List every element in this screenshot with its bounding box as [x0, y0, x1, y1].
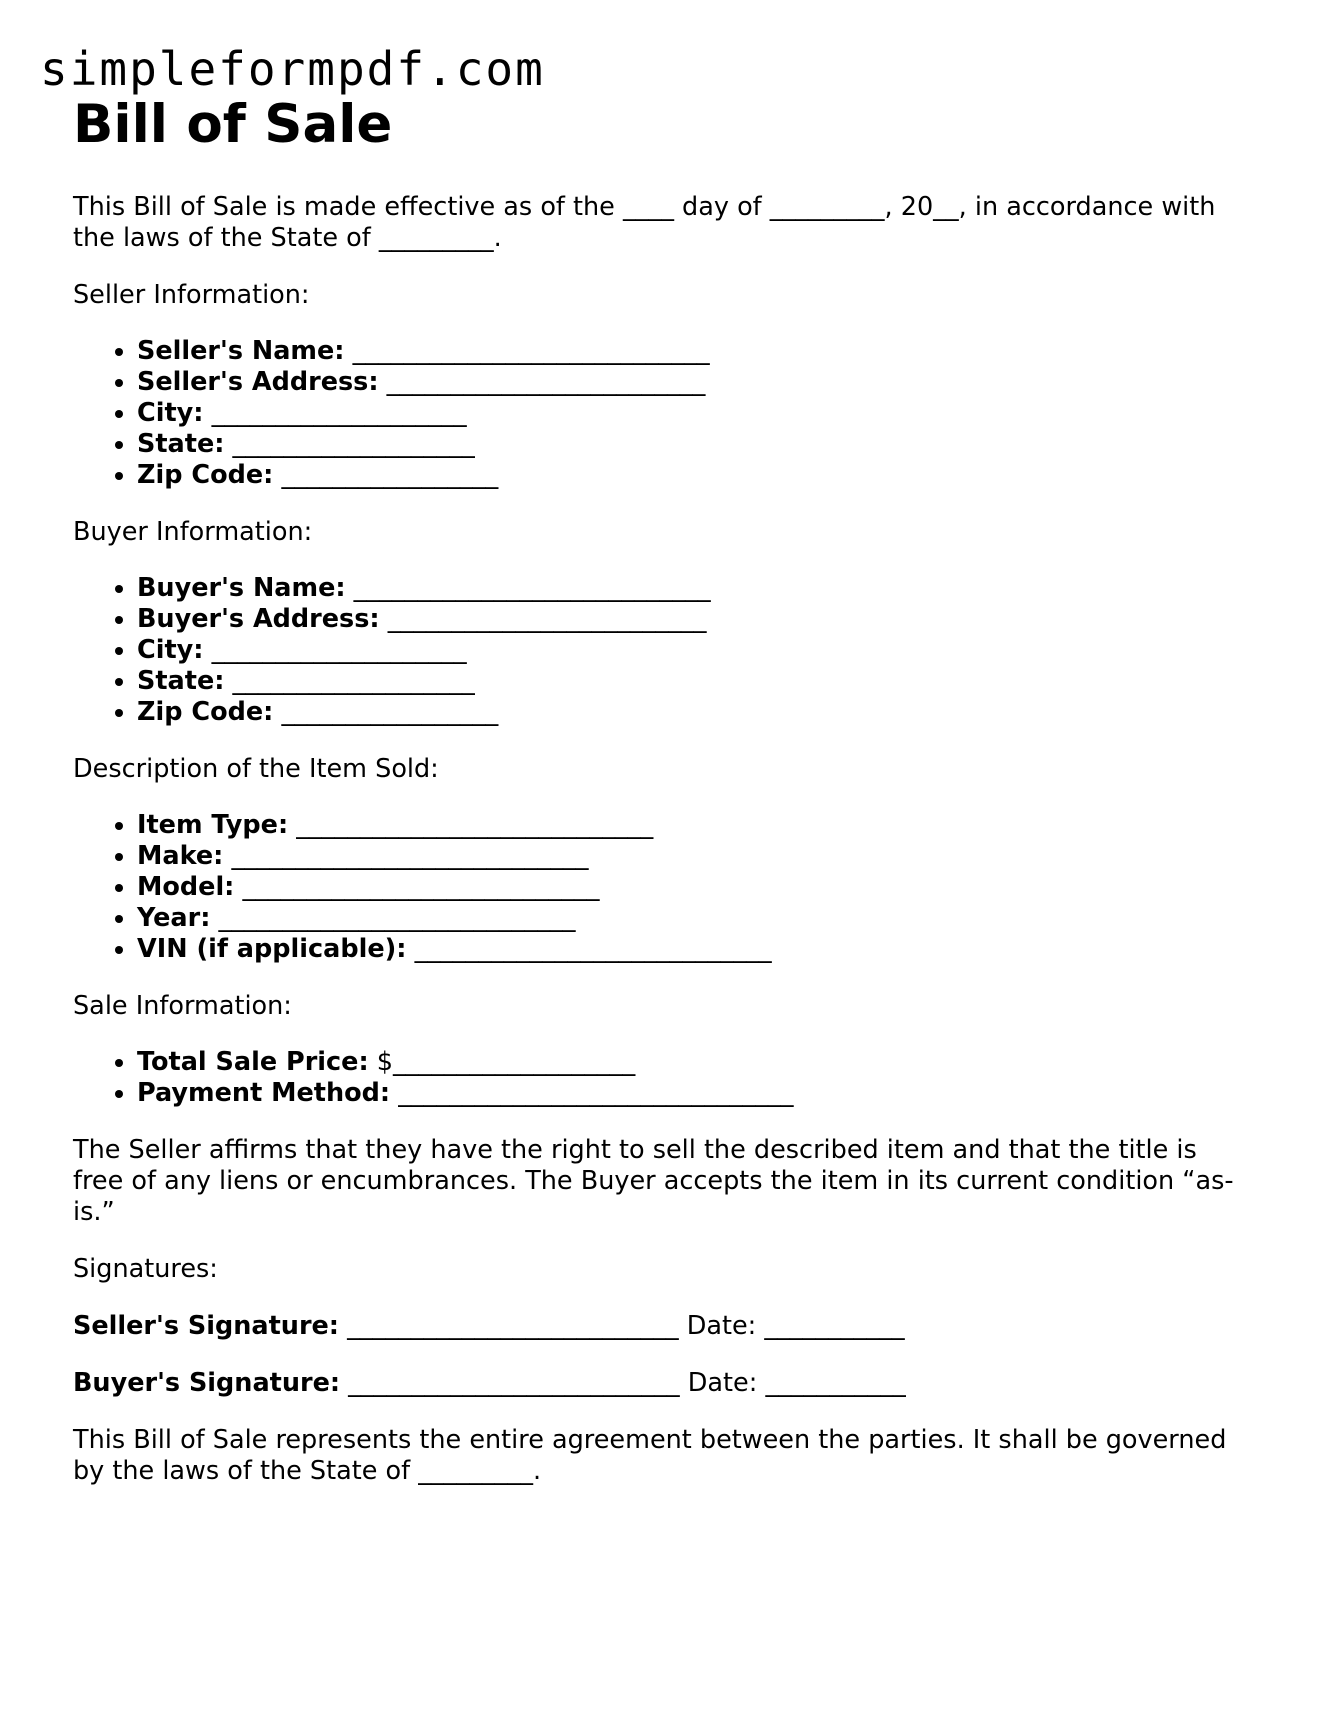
field-label: City: — [137, 635, 204, 665]
field-label: Seller's Name: — [137, 336, 345, 366]
field-label: Seller's Address: — [137, 367, 379, 397]
field-label: VIN (if applicable): — [137, 934, 407, 964]
seller-section-label: Seller Information: — [73, 280, 310, 310]
field-blank: ____________________ — [203, 635, 467, 665]
item-type-field — [137, 810, 1253, 841]
seller-address-field — [137, 367, 1253, 398]
buyer-section-label: Buyer Information: — [73, 517, 313, 547]
field-blank: ____________________________ — [234, 872, 600, 902]
signature-label: Buyer's Signature: — [73, 1368, 341, 1398]
field-label: Total Sale Price: — [137, 1047, 369, 1077]
field-label: Buyer's Address: — [137, 604, 380, 634]
seller-state-field — [137, 429, 1253, 460]
field-label: City: — [137, 398, 204, 428]
signature-blank: __________________________ — [339, 1311, 679, 1341]
field-label: State: — [137, 666, 225, 696]
affirmation-paragraph: The Seller affirms that they have the right to sell the described item and that the title is free of any liens or encumbrances. The Buyer accepts the item in its current condition “as-is.” — [73, 1135, 1234, 1227]
field-label: Buyer's Name: — [137, 573, 346, 603]
signatures-section-label: Signatures: — [73, 1254, 218, 1284]
closing-paragraph: This Bill of Sale represents the entire agreement between the parties. It shall be governed by the laws of the State of _________. — [73, 1425, 1227, 1486]
field-blank: ___________________ — [224, 666, 475, 696]
buyer-fields-list — [73, 573, 1253, 728]
field-blank: _________________________ — [379, 604, 707, 634]
intro-paragraph: This Bill of Sale is made effective as of the ____ day of _________, 20__, in accordance with the laws of the State of _________. — [73, 192, 1216, 253]
field-label: Make: — [137, 841, 224, 871]
field-label: State: — [137, 429, 225, 459]
buyer-state-field — [137, 666, 1253, 697]
seller-city-field — [137, 398, 1253, 429]
field-blank: _________________________ — [378, 367, 706, 397]
item-year-field — [137, 903, 1253, 934]
date-blank: Date: ___________ — [678, 1311, 905, 1341]
date-blank: Date: ___________ — [679, 1368, 906, 1398]
field-blank: ____________________________ — [223, 841, 589, 871]
item-section-label: Description of the Item Sold: — [73, 754, 439, 784]
field-blank: ____________________________ — [345, 573, 711, 603]
site-watermark: simpleformpdf.com — [40, 42, 545, 96]
document-title: Bill of Sale — [73, 94, 393, 155]
item-model-field — [137, 872, 1253, 903]
sale-section-label: Sale Information: — [73, 991, 292, 1021]
field-label: Year: — [137, 903, 211, 933]
field-label: Zip Code: — [137, 460, 274, 490]
field-blank: ___________________ — [224, 429, 475, 459]
field-blank: $___________________ — [368, 1047, 636, 1077]
seller-fields-list — [73, 336, 1253, 491]
field-label: Model: — [137, 872, 235, 902]
field-blank: _________________ — [273, 460, 499, 490]
seller-signature-line — [73, 1311, 1253, 1342]
seller-name-field — [137, 336, 1253, 367]
item-vin-field — [137, 934, 1253, 965]
field-blank: _______________________________ — [390, 1078, 794, 1108]
field-blank: ____________________________ — [344, 336, 710, 366]
payment-method-field — [137, 1078, 1253, 1109]
field-blank: ____________________________ — [210, 903, 576, 933]
buyer-address-field — [137, 604, 1253, 635]
field-label: Payment Method: — [137, 1078, 391, 1108]
bill-of-sale-document — [73, 92, 1253, 1487]
signature-label: Seller's Signature: — [73, 1311, 340, 1341]
item-fields-list — [73, 810, 1253, 965]
buyer-city-field — [137, 635, 1253, 666]
field-blank: ____________________________ — [288, 810, 654, 840]
field-blank: ____________________ — [203, 398, 467, 428]
seller-zip-field — [137, 460, 1253, 491]
sale-price-field — [137, 1047, 1253, 1078]
field-label: Zip Code: — [137, 697, 274, 727]
signature-blank: __________________________ — [340, 1368, 680, 1398]
field-blank: ____________________________ — [406, 934, 772, 964]
field-label: Item Type: — [137, 810, 289, 840]
buyer-zip-field — [137, 697, 1253, 728]
field-blank: _________________ — [273, 697, 499, 727]
sale-fields-list — [73, 1047, 1253, 1109]
buyer-signature-line — [73, 1368, 1253, 1399]
buyer-name-field — [137, 573, 1253, 604]
item-make-field — [137, 841, 1253, 872]
